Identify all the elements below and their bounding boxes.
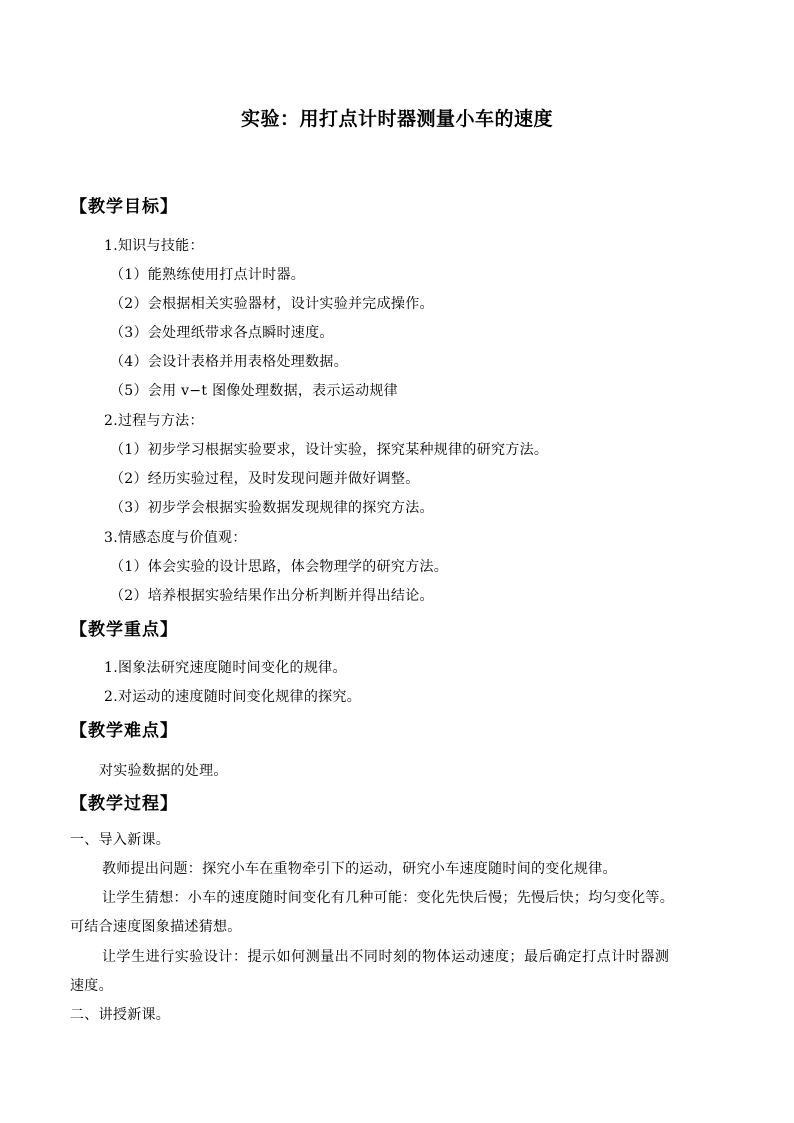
heading-teaching-process: 【教学过程】 bbox=[70, 794, 178, 814]
goal-item: （2）会根据相关实验器材，设计实验并完成操作。 bbox=[110, 296, 434, 312]
process-step-intro: 一、导入新课。 bbox=[70, 832, 171, 848]
goal-item: （2）经历实验过程，及时发现问题并做好调整。 bbox=[110, 471, 420, 487]
heading-teaching-goals: 【教学目标】 bbox=[70, 197, 178, 217]
process-paragraph: 教师提出问题：探究小车在重物牵引下的运动，研究小车速度随时间的变化规律。 bbox=[102, 861, 617, 877]
goal-item: （1）体会实验的设计思路，体会物理学的研究方法。 bbox=[110, 559, 449, 575]
heading-key-points: 【教学重点】 bbox=[70, 620, 178, 640]
goal-attitude-label: 3.情感态度与价值观： bbox=[104, 530, 247, 546]
difficulty-text: 对实验数据的处理。 bbox=[99, 763, 228, 779]
goal-item: （4）会设计表格并用表格处理数据。 bbox=[110, 354, 349, 370]
goal-item: （1）能熟练使用打点计时器。 bbox=[110, 267, 306, 283]
goal-item: （1）初步学习根据实验要求，设计实验，探究某种规律的研究方法。 bbox=[110, 442, 549, 458]
goal-knowledge-label: 1.知识与技能： bbox=[104, 238, 204, 254]
process-paragraph-continued: 速度。 bbox=[70, 978, 113, 994]
process-paragraph-continued: 可结合速度图象描述猜想。 bbox=[70, 919, 242, 935]
goal-item: （3）会处理纸带求各点瞬时速度。 bbox=[110, 325, 334, 341]
goal-item: （5）会用 v−t 图像处理数据，表示运动规律 bbox=[110, 383, 398, 399]
key-point-item: 1.图象法研究速度随时间变化的规律。 bbox=[104, 660, 347, 676]
goal-item: （2）培养根据实验结果作出分析判断并得出结论。 bbox=[110, 588, 434, 604]
document-title: 实验：用打点计时器测量小车的速度 bbox=[240, 108, 553, 130]
goal-process-label: 2.过程与方法： bbox=[104, 413, 204, 429]
process-paragraph: 让学生进行实验设计：提示如何测量出不同时刻的物体运动速度；最后确定打点计时器测 bbox=[102, 949, 670, 965]
heading-difficulties: 【教学难点】 bbox=[70, 721, 178, 741]
process-paragraph: 让学生猜想：小车的速度随时间变化有几种可能：变化先快后慢；先慢后快；均匀变化等。 bbox=[102, 890, 674, 906]
goal-item: （3）初步学会根据实验数据发现规律的探究方法。 bbox=[110, 500, 434, 516]
process-step-new-lesson: 二、讲授新课。 bbox=[70, 1007, 171, 1023]
key-point-item: 2.对运动的速度随时间变化规律的探究。 bbox=[104, 689, 362, 705]
